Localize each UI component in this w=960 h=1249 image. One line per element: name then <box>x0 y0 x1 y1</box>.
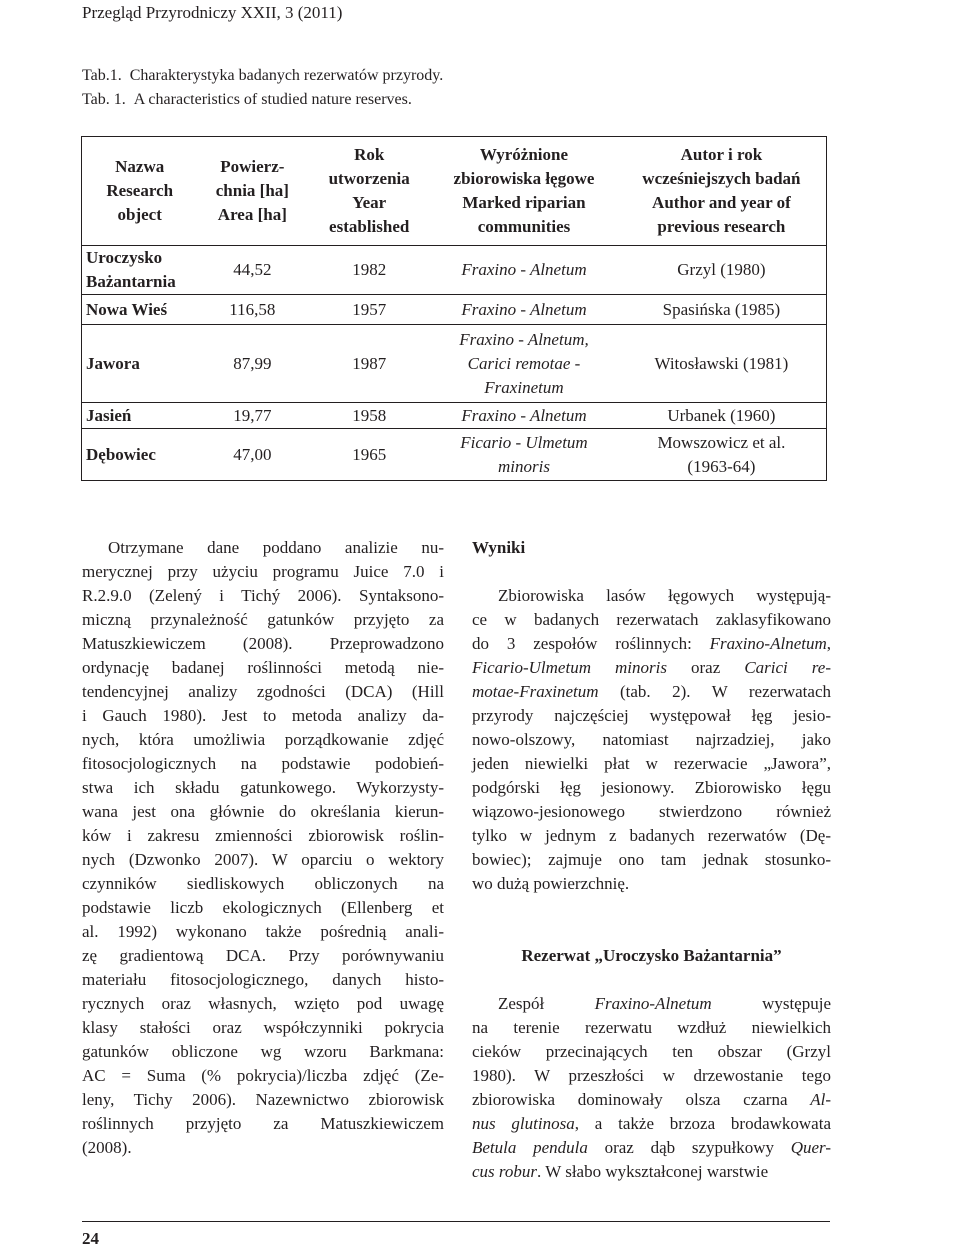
cell-line: Fraxinetum <box>484 377 564 397</box>
text-line <box>472 872 831 896</box>
text-line: tendencyjnej analizy zgodności (DCA) (Hill <box>82 682 444 701</box>
left-column <box>82 536 444 1160</box>
cell-line: Bażantarnia <box>86 272 176 291</box>
cell-line: Mowszowicz et al. <box>657 432 786 452</box>
text-line <box>472 800 831 824</box>
table-row <box>82 429 827 481</box>
cell-line: zbiorowiska łęgowe <box>453 169 595 188</box>
text-span: nowo-olszowy, natomiast najrzadziej, jako <box>472 730 831 749</box>
text-span: wo dużą powierzchnię. <box>472 874 630 893</box>
text-span: Zespół <box>498 994 595 1013</box>
methods-paragraph <box>82 536 444 1160</box>
text-span: jeden niewielki płat w rezerwacie „Jawora”, <box>472 754 831 773</box>
cell-year: 1987 <box>352 353 387 373</box>
text-line <box>472 752 831 776</box>
text-line: Otrzymane dane poddano analizie nu- <box>108 538 444 557</box>
text-span: na terenie rezerwatu wzdłuż niewielkich <box>472 1018 831 1037</box>
text-span: . W słabo wykształconej warstwie <box>537 1162 769 1181</box>
text-span: Quer- <box>790 1138 831 1157</box>
cell-area: 44,52 <box>233 260 272 279</box>
text-line: czynników siedliskowych obliczonych na <box>82 874 444 893</box>
right-column <box>472 536 831 1184</box>
text-line: i Gauch 1980). Jest to metoda analizy da- <box>82 706 444 725</box>
text-line <box>472 728 831 752</box>
text-line: al. 1992) wykonano także pośrednią anali- <box>82 922 444 941</box>
text-line: R.2.9.0 (Zelený i Tichý 2006). Syntaksono- <box>82 586 444 605</box>
cell-communities <box>431 325 617 403</box>
cell-line: Ficario - Ulmetum <box>460 432 588 452</box>
cell-year: 1958 <box>352 405 387 425</box>
cell-line: utworzenia <box>328 169 410 188</box>
text-line: wana jest ona głównie do określania kierun- <box>82 802 444 821</box>
text-span: Zbiorowiska lasów łęgowych występują- <box>498 586 831 605</box>
cell-line: Research <box>106 181 174 200</box>
text-line <box>472 1040 831 1064</box>
text-line: (2008). <box>82 1138 132 1157</box>
cell-object-name <box>82 403 198 429</box>
text-line <box>472 632 831 656</box>
cell-communities <box>431 403 617 429</box>
header-name <box>82 137 198 246</box>
text-line <box>472 1112 831 1136</box>
text-line <box>472 1088 831 1112</box>
text-line: ków i zakresu zmienności zbiorowisk roślin- <box>82 826 444 845</box>
text-span: nus glutinosa <box>472 1114 575 1133</box>
cell-object-name <box>82 295 198 325</box>
text-span: Fraxino-Alnetum <box>709 634 827 653</box>
text-span: podgórski łęg jesionowy. Zbiorowisko łęgu <box>472 778 831 797</box>
text-line: zę gradientową DCA. Przy porównywaniu <box>82 946 444 965</box>
cell-object-name <box>82 429 198 481</box>
cell-line: Fraxino - Alnetum <box>461 405 587 425</box>
cell-line: wcześniejszych badań <box>642 169 801 188</box>
text-line <box>472 584 831 608</box>
text-line: rycznych oraz własnych, wzięto pod uwagę <box>82 994 444 1013</box>
cell-line: Rok <box>354 145 385 164</box>
text-span: Al- <box>810 1090 831 1109</box>
cell-line: Fraxino - Alnetum <box>461 299 587 319</box>
text-span: motae-Fraxinetum <box>472 682 599 701</box>
cell-line: Uroczysko <box>86 248 163 267</box>
text-line: klasy stałości oraz współczynniki pokrycia <box>82 1018 444 1037</box>
page-number: 24 <box>82 1229 99 1248</box>
text-span: wiązowo-jesionowego stwierdzono również <box>472 802 831 821</box>
text-span: bowiec); zajmuje ono tam jednak stosunko- <box>472 850 831 869</box>
text-span: oraz dąb szypułkowy <box>587 1138 791 1157</box>
reserves-table <box>81 136 827 481</box>
cell-line: Autor i rok <box>680 145 763 164</box>
text-line: merycznej przy użyciu programu Juice 7.0 i <box>82 562 444 581</box>
text-line: Matuszkiewiczem (2008). Przeprowadzono <box>82 634 444 653</box>
cell-author <box>617 325 827 403</box>
text-span: (tab. 2). W rezerwatach <box>598 682 831 701</box>
results-paragraph <box>472 584 831 896</box>
header-communities <box>431 137 617 246</box>
cell-year: 1957 <box>352 299 387 319</box>
text-line <box>472 776 831 800</box>
cell-line: object <box>117 205 162 224</box>
cell-line: Fraxino - Alnetum <box>461 260 587 279</box>
cell-object-name <box>82 246 198 295</box>
cell-year: 1965 <box>352 444 387 464</box>
table-header-row <box>82 137 827 246</box>
table-row <box>82 325 827 403</box>
text-line <box>472 992 831 1016</box>
table-caption-pl: Tab.1. Charakterystyka badanych rezerwatów przyrody. <box>82 67 444 84</box>
text-span: Carici re- <box>744 658 831 677</box>
table-row <box>82 246 827 295</box>
text-line <box>472 608 831 632</box>
table-caption-en: Tab. 1. A characteristics of studied nature reserves. <box>82 91 412 108</box>
cell-line: minoris <box>497 456 550 476</box>
text-line: materiału fitosocjologicznego, danych histo- <box>82 970 444 989</box>
text-line: stwa ich składu gatunkowego. Wykorzysty- <box>82 778 444 797</box>
cell-area: 116,58 <box>229 299 276 319</box>
cell-line: Spasińska (1985) <box>662 299 781 319</box>
table-row <box>82 403 827 429</box>
text-line <box>472 848 831 872</box>
cell-communities <box>431 246 617 295</box>
text-span: 1980). W przeszłości w drzewostanie tego <box>472 1066 831 1085</box>
cell-line: Powierz- <box>220 157 285 176</box>
cell-year: 1982 <box>352 260 387 279</box>
text-span: do 3 zespołów roślinnych: <box>472 634 710 653</box>
text-span: oraz <box>666 658 745 677</box>
text-span: cieków przecinających ten obszar (Grzyl <box>472 1042 831 1061</box>
section-heading-results: Wyniki <box>472 538 526 557</box>
cell-author <box>617 429 827 481</box>
text-line <box>472 704 831 728</box>
text-line: gatunków obliczone wg wzoru Barkmana: <box>82 1042 444 1061</box>
cell-line: Jawora <box>86 353 140 373</box>
text-span: , <box>826 634 831 653</box>
text-line <box>472 1136 831 1160</box>
text-line: leny, Tichy 2006). Nazewnictwo zbiorowisk <box>82 1090 444 1109</box>
cell-line: Urbanek (1960) <box>667 405 776 425</box>
text-line: miczną przynależność gatunków przyjęto za <box>82 610 444 629</box>
cell-line: Carici remotae - <box>467 353 581 373</box>
reserve-paragraph <box>472 992 831 1184</box>
text-span: , a także brzoza brodawkowata <box>574 1114 831 1133</box>
cell-line: Jasień <box>86 405 132 425</box>
cell-line: Area [ha] <box>217 205 287 224</box>
cell-line: Wyróżnione <box>479 145 569 164</box>
footer-rule <box>82 1221 830 1222</box>
running-head: Przegląd Przyrodniczy XXII, 3 (2011) <box>82 3 343 22</box>
text-line: podstawie liczb ekologicznych (Ellenberg et <box>82 898 444 917</box>
cell-line: Marked riparian <box>462 193 586 212</box>
text-line: roślinnych przyjęto za Matuszkiewiczem <box>82 1114 444 1133</box>
cell-line: Author and year of <box>652 193 791 212</box>
cell-line: Nazwa <box>115 157 165 176</box>
cell-communities <box>431 295 617 325</box>
table-body <box>82 246 827 481</box>
header-year <box>307 137 431 246</box>
text-line <box>472 1016 831 1040</box>
text-span: Fraxino-Alnetum <box>594 994 712 1013</box>
text-line: nych (Dzwonko 2007). W oparciu o wektory <box>82 850 444 869</box>
cell-object-name <box>82 325 198 403</box>
cell-author <box>617 246 827 295</box>
cell-area: 87,99 <box>233 353 272 373</box>
cell-author <box>617 295 827 325</box>
text-line: ordynację badanej roślinności metodą nie- <box>82 658 444 677</box>
text-line: AC = Suma (% pokrycia)/liczba zdjęć (Ze- <box>82 1066 444 1085</box>
cell-line: Dębowiec <box>86 444 156 464</box>
cell-line: Witosławski (1981) <box>654 353 789 373</box>
text-line <box>472 656 831 680</box>
cell-line: Nowa Wieś <box>86 299 168 319</box>
text-line <box>472 824 831 848</box>
text-line: nych, która umożliwia porządkowanie zdjęć <box>82 730 444 749</box>
cell-line: communities <box>477 217 571 236</box>
cell-line: (1963-64) <box>687 456 756 476</box>
header-area <box>197 137 307 246</box>
text-span: cus robur <box>472 1162 538 1181</box>
text-span: ce w badanych rezerwatach zaklasyfikowano <box>472 610 831 629</box>
section-heading-reserve: Rezerwat „Uroczysko Bażantarnia” <box>521 946 782 965</box>
text-line: fitosocjologicznych na podstawie podobień- <box>82 754 444 773</box>
text-span: zbiorowiska dominowały olsza czarna <box>472 1090 811 1109</box>
cell-area: 47,00 <box>233 444 272 464</box>
table-row <box>82 295 827 325</box>
text-span: Ficario-Ulmetum minoris <box>472 658 667 677</box>
text-line <box>472 1064 831 1088</box>
cell-communities <box>431 429 617 481</box>
cell-author <box>617 403 827 429</box>
text-span: przyrody najczęściej występował łęg jesio- <box>472 706 831 725</box>
text-span: tylko w jednym z badanych rezerwatów (Dę- <box>472 826 831 845</box>
cell-line: previous research <box>657 217 786 236</box>
cell-line: established <box>329 217 410 236</box>
table-header <box>82 137 827 246</box>
text-line <box>472 1160 831 1184</box>
text-span: Betula pendula <box>472 1138 588 1157</box>
text-line <box>472 680 831 704</box>
cell-area: 19,77 <box>233 405 272 425</box>
header-author <box>617 137 827 246</box>
cell-line: Grzyl (1980) <box>677 260 766 279</box>
cell-line: Year <box>352 193 387 212</box>
cell-line: Fraxino - Alnetum, <box>459 329 589 349</box>
cell-line: chnia [ha] <box>215 181 289 200</box>
text-span: występuje <box>711 994 831 1013</box>
